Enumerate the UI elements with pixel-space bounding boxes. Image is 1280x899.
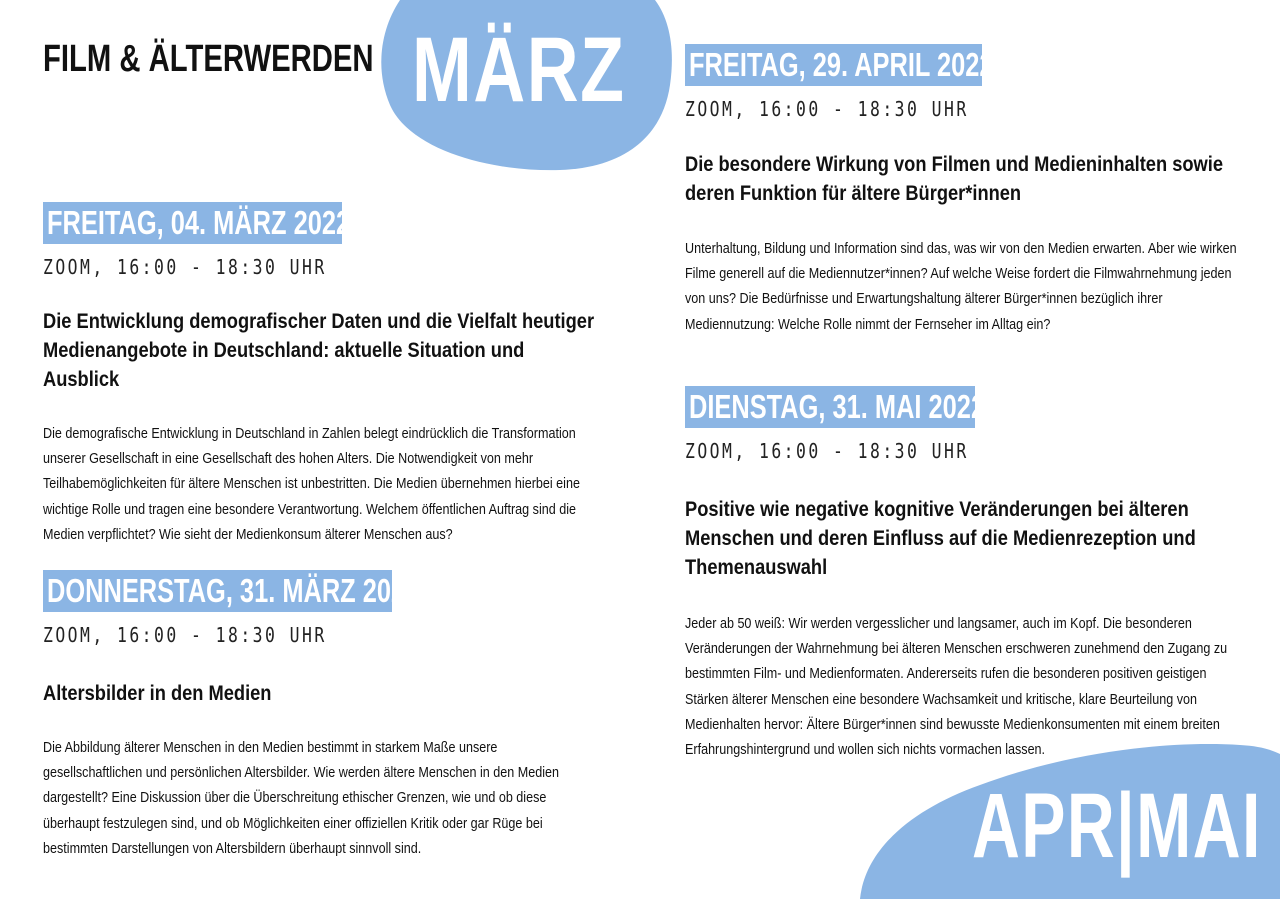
event-title: Altersbilder in den Medien: [43, 681, 272, 705]
event-date: FREITAG, 29. APRIL 2022: [689, 46, 994, 83]
left-column: [43, 202, 603, 857]
event-date-badge: [685, 386, 986, 428]
event-date: DIENSTAG, 31. MAI 2022: [689, 388, 986, 425]
event-description: Jeder ab 50 weiß: Wir werden vergesslicher und langsamer, auch im Kopf. Die besonderen Veränderungen der Wahrnehmung bei älteren Menschen erschweren zunehmend den Zugang zu bestimmten Film- und Medienformaten. Andererseits rufen die besonderen positiven geistigen Stärken älterer Menschen eine besondere Wachsamkeit und kritische, klare Beurteilung von Medienhalten hervor: Ältere Bürger*innen sind bewusste Medienkonsumenten mit einem breiten Erfahrungshintergrund und wollen sich nichts vormachen lassen.: [685, 616, 1228, 759]
event-card: [43, 202, 603, 548]
event-date-badge: [43, 202, 351, 244]
right-column: [685, 44, 1255, 759]
event-title: Die Entwicklung demografischer Daten und die Vielfalt heutiger Medienangebote in Deutschland: aktuelle Situation und Ausblick: [43, 309, 595, 391]
event-date-badge: [685, 44, 994, 86]
event-date: DONNERSTAG, 31. MÄRZ 2022: [47, 572, 420, 609]
event-title: Die besondere Wirkung von Filmen und Medieninhalten sowie deren Funktion für ältere Bürger*innen: [685, 152, 1224, 205]
event-description: Die Abbildung älterer Menschen in den Medien bestimmt in starkem Maße unsere gesellschaftlichen und persönlichen Altersbilder. Wie werden ältere Menschen in den Medien dargestellt? Eine Diskussion über die Überschreitung ethischer Grenzen, wie und ob diese überhaupt festzulegen sind, und ob Möglichkeiten einer offiziellen Kritik oder gar Rüge bei bestimmten Darstellungen von Altersbildern überhaupt sinnvoll sind.: [43, 740, 559, 857]
event-title: Positive wie negative kognitive Veränderungen bei älteren Menschen und deren Einfluss auf die Medienrezeption und Themenauswahl: [685, 497, 1196, 579]
event-location-time: ZOOM, 16:00 - 18:30 UHR: [685, 97, 969, 121]
month-label-march: MÄRZ: [412, 19, 626, 121]
event-location-time: ZOOM, 16:00 - 18:30 UHR: [43, 255, 327, 279]
event-date-badge: [43, 570, 420, 612]
event-location-time: ZOOM, 16:00 - 18:30 UHR: [43, 623, 327, 647]
page-title: FILM & ÄLTERWERDEN: [43, 38, 374, 80]
event-date: FREITAG, 04. MÄRZ 2022: [47, 204, 351, 241]
month-label-april-may: APR|MAI: [972, 775, 1262, 877]
event-card: [685, 44, 1255, 338]
event-location-time: ZOOM, 16:00 - 18:30 UHR: [685, 439, 969, 463]
event-card: [685, 386, 1255, 763]
event-description: Die demografische Entwicklung in Deutschland in Zahlen belegt eindrücklich die Transformation unserer Gesellschaft in eine Gesellschaft des hohen Alters. Die Notwendigkeit von mehr Teilhabemöglichkeiten für ältere Menschen ist unbestritten. Die Medien übernehmen hierbei eine wichtige Rolle und tragen eine besondere Verantwortung. Welchem öffentlichen Auftrag sind die Medien verpflichtet? Wie sieht der Medienkonsum älterer Menschen aus?: [43, 426, 580, 543]
event-card: [43, 570, 603, 862]
event-description: Unterhaltung, Bildung und Information sind das, was wir von den Medien erwarten. Aber wie wirken Filme generell auf die Mediennutzer*innen? Auf welche Weise fordert die Filmwahrnehmung jeden von uns? Die Bedürfnisse und Erwartungshaltung älterer Bürger*innen bezüglich ihrer Mediennutzung: Welche Rolle nimmt der Fernseher im Alltag ein?: [685, 241, 1237, 333]
